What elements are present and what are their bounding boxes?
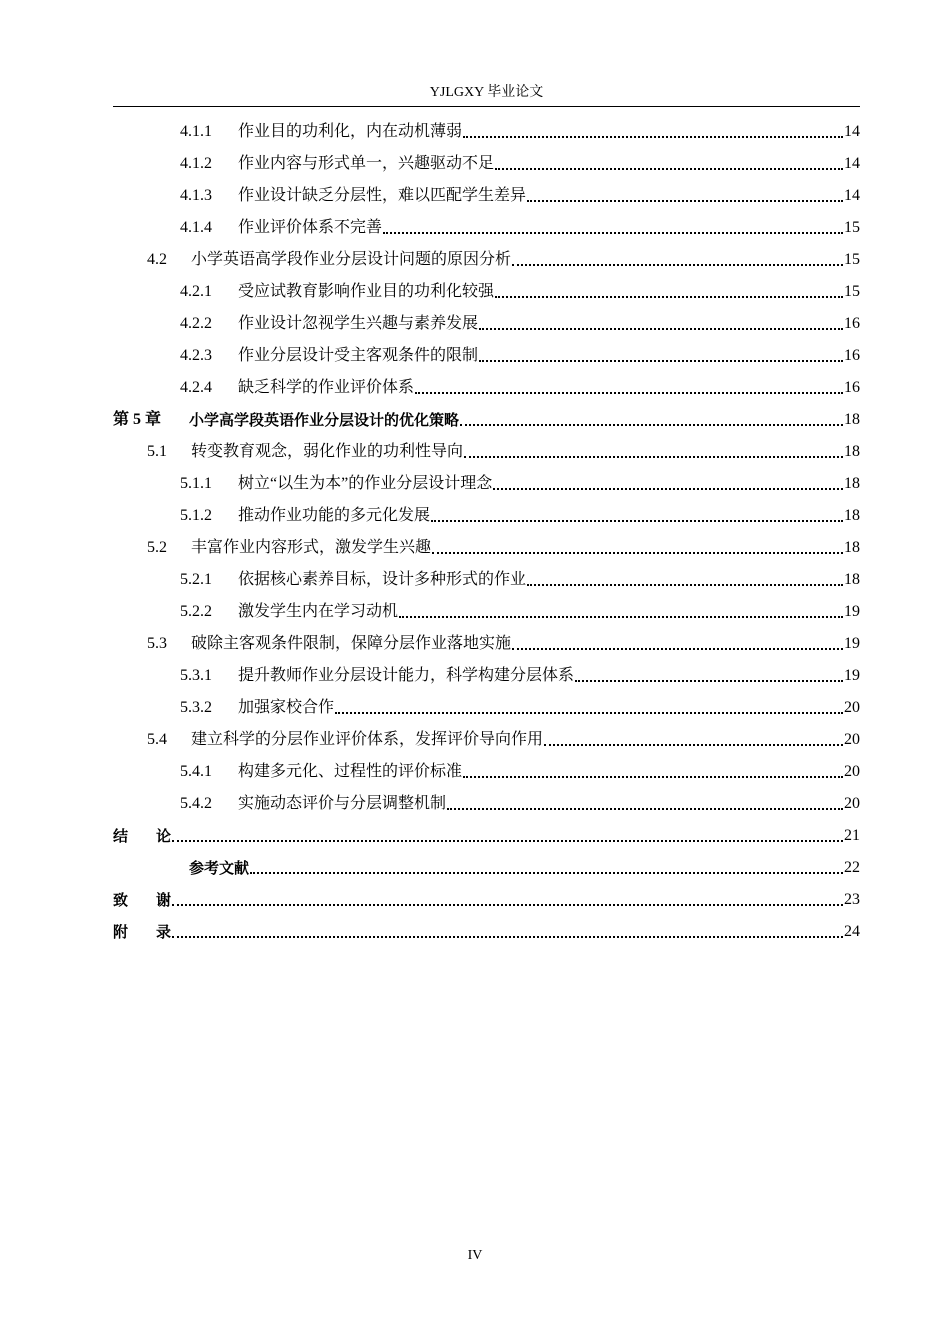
toc-entry-number: 5.3 [147, 635, 167, 652]
toc-entry-title: 缺乏科学的作业评价体系 [238, 379, 415, 396]
toc-entry-title: 小学英语高学段作业分层设计问题的原因分析 [191, 251, 512, 268]
toc-entry-number: 5.4.2 [180, 795, 212, 812]
toc-entry-title: 参考文献 [189, 859, 250, 877]
toc-entry-page: 15 [844, 219, 860, 236]
toc-entry[interactable] [180, 308, 860, 340]
toc-entry-page: 15 [844, 283, 860, 300]
dot-leader [527, 200, 843, 202]
toc-entry-page: 18 [844, 411, 860, 428]
toc-entry-page: 20 [844, 731, 860, 748]
toc-entry-page: 20 [844, 763, 860, 780]
toc-entry-page: 23 [844, 891, 860, 908]
toc-entry-number: 5.4.1 [180, 763, 212, 780]
toc-entry-title: 受应试教育影响作业目的功利化较强 [238, 283, 495, 300]
toc-entry-page: 18 [844, 475, 860, 492]
toc-entry-number: 5.2 [147, 539, 167, 556]
toc-entry-number: 5.1 [147, 443, 167, 460]
toc-entry-number: 4.2.2 [180, 315, 212, 332]
toc-entry-title: 实施动态评价与分层调整机制 [238, 795, 447, 812]
dot-leader [464, 456, 843, 458]
toc-entry-page: 19 [844, 667, 860, 684]
toc-entry-number: 5.3.1 [180, 667, 212, 684]
dot-leader [463, 776, 843, 778]
dot-leader [460, 424, 843, 426]
toc-entry-number: 4.1.1 [180, 123, 212, 140]
toc-entry-number: 4.1.3 [180, 187, 212, 204]
toc-entry-page: 14 [844, 187, 860, 204]
toc-entry-page: 16 [844, 315, 860, 332]
toc-entry-title: 小学高学段英语作业分层设计的优化策略 [189, 411, 460, 429]
toc-entry-title: 提升教师作业分层设计能力，科学构建分层体系 [238, 667, 575, 684]
toc-entry-number: 第 5 章 [113, 411, 162, 428]
toc-entry-title: 依据核心素养目标，设计多种形式的作业 [238, 571, 527, 588]
toc-entry[interactable] [180, 148, 860, 180]
toc-entry-number: 5.2.2 [180, 603, 212, 620]
toc-entry[interactable] [113, 884, 860, 916]
toc-entry-title: 作业评价体系不完善 [238, 219, 383, 236]
toc-entry[interactable] [180, 468, 860, 500]
toc-entry-number: 4.2.4 [180, 379, 212, 396]
toc-entry[interactable] [147, 436, 860, 468]
toc-entry-number: 5.3.2 [180, 699, 212, 716]
toc-entry-title: 致谢 [113, 891, 200, 909]
toc-entry[interactable] [180, 276, 860, 308]
toc-entry-number: 4.2.1 [180, 283, 212, 300]
toc-entry-title: 推动作业功能的多元化发展 [238, 507, 431, 524]
toc-entry-number: 4.2 [147, 251, 167, 268]
dot-leader [335, 712, 843, 714]
toc-entry[interactable] [180, 692, 860, 724]
toc-entry[interactable] [180, 340, 860, 372]
dot-leader [172, 840, 843, 842]
toc-entry-page: 21 [844, 827, 860, 844]
toc-entry-page: 14 [844, 123, 860, 140]
dot-leader [172, 936, 843, 938]
dot-leader [479, 360, 843, 362]
dot-leader [575, 680, 843, 682]
toc-entry-page: 16 [844, 347, 860, 364]
toc-entry-page: 18 [844, 539, 860, 556]
toc-entry-page: 20 [844, 699, 860, 716]
toc-entry-title: 转变教育观念，弱化作业的功利性导向 [191, 443, 464, 460]
toc-entry-number: 5.2.1 [180, 571, 212, 588]
dot-leader [383, 232, 843, 234]
toc-entry[interactable] [147, 724, 860, 756]
toc-entry-number: 4.1.4 [180, 219, 212, 236]
toc-entry-title: 结论 [113, 827, 200, 845]
toc-entry-page: 19 [844, 635, 860, 652]
toc-entry-page: 18 [844, 571, 860, 588]
toc-entry[interactable] [113, 404, 860, 436]
toc-entry-title: 丰富作业内容形式，激发学生兴趣 [191, 539, 432, 556]
toc-entry-page: 15 [844, 251, 860, 268]
dot-leader [495, 168, 843, 170]
toc-entry-title: 作业设计忽视学生兴趣与素养发展 [238, 315, 479, 332]
toc-entry-page: 16 [844, 379, 860, 396]
dot-leader [527, 584, 843, 586]
dot-leader [495, 296, 843, 298]
dot-leader [399, 616, 843, 618]
toc-entry[interactable] [147, 532, 860, 564]
toc-entry[interactable] [180, 180, 860, 212]
toc-entry-page: 22 [844, 859, 860, 876]
toc-entry-title: 作业目的功利化，内在动机薄弱 [238, 123, 463, 140]
dot-leader [512, 264, 843, 266]
toc-entry[interactable] [113, 820, 860, 852]
toc-entry[interactable] [180, 372, 860, 404]
dot-leader [172, 904, 843, 906]
toc-entry[interactable] [147, 244, 860, 276]
toc-entry-title: 作业内容与形式单一，兴趣驱动不足 [238, 155, 495, 172]
dot-leader [544, 744, 843, 746]
dot-leader [250, 872, 843, 874]
toc-entry-page: 18 [844, 443, 860, 460]
toc-entry-title: 作业分层设计受主客观条件的限制 [238, 347, 479, 364]
toc-entry-title: 建立科学的分层作业评价体系，发挥评价导向作用 [191, 731, 544, 748]
toc-entry-title: 作业设计缺乏分层性，难以匹配学生差异 [238, 187, 527, 204]
toc-entry-number: 4.2.3 [180, 347, 212, 364]
dot-leader [479, 328, 843, 330]
dot-leader [432, 552, 843, 554]
toc-entry[interactable] [180, 116, 860, 148]
dot-leader [493, 488, 843, 490]
dot-leader [415, 392, 843, 394]
toc-entry-title: 激发学生内在学习动机 [238, 603, 399, 620]
toc-entry-number: 5.4 [147, 731, 167, 748]
toc-entry-title: 构建多元化、过程性的评价标准 [238, 763, 463, 780]
dot-leader [463, 136, 843, 138]
toc-entry-number: 4.1.2 [180, 155, 212, 172]
toc-entry[interactable] [113, 852, 860, 884]
toc-entry-page: 24 [844, 923, 860, 940]
toc-entry-number: 5.1.2 [180, 507, 212, 524]
toc-entry[interactable] [180, 500, 860, 532]
toc-entry[interactable] [180, 660, 860, 692]
page-number-footer: IV [467, 1248, 483, 1263]
toc-entry-title: 破除主客观条件限制，保障分层作业落地实施 [191, 635, 512, 652]
toc-entry-page: 18 [844, 507, 860, 524]
toc-entry[interactable] [180, 564, 860, 596]
toc-entry-title: 树立“以生为本”的作业分层设计理念 [238, 475, 493, 492]
dot-leader [431, 520, 843, 522]
dot-leader [447, 808, 843, 810]
toc-entry-page: 19 [844, 603, 860, 620]
toc-entry[interactable] [147, 628, 860, 660]
toc-entry[interactable] [180, 756, 860, 788]
toc-entry[interactable] [180, 596, 860, 628]
toc-entry-page: 14 [844, 155, 860, 172]
toc-entry-page: 20 [844, 795, 860, 812]
toc-entry-number: 5.1.1 [180, 475, 212, 492]
header-divider [113, 106, 860, 107]
toc-entry[interactable] [113, 916, 860, 948]
dot-leader [512, 648, 843, 650]
toc-entry-title: 加强家校合作 [238, 699, 335, 716]
toc-entry[interactable] [180, 788, 860, 820]
toc-entry[interactable] [180, 212, 860, 244]
toc-entry-title: 附录 [113, 923, 200, 941]
page-header: YJLGXY 毕业论文 [429, 85, 544, 100]
